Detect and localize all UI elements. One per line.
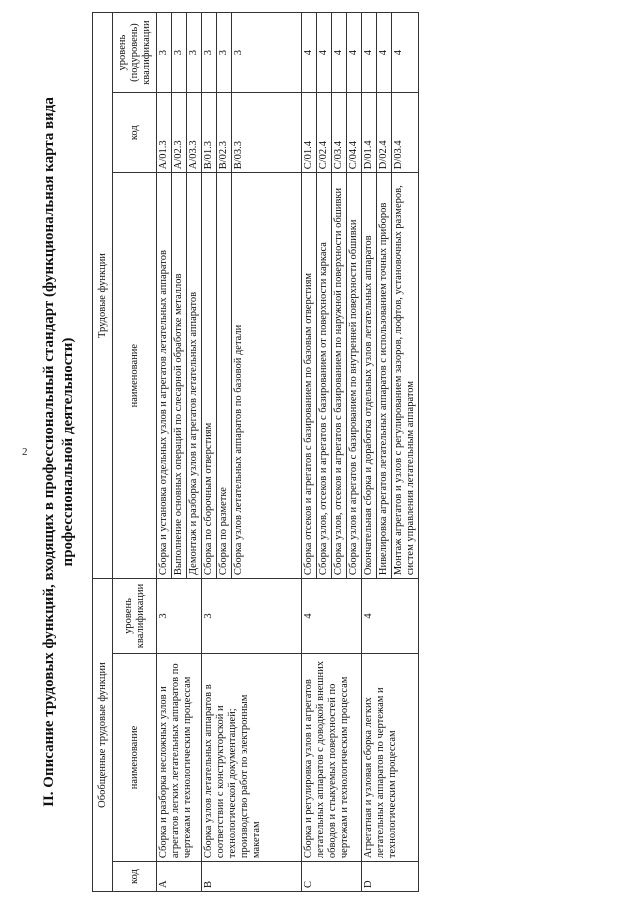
f-name: Сборка по сборочным отверстиям [202,173,217,579]
f-name: Сборка и установка отдельных узлов и агрегатов летательных аппаратов [157,173,172,579]
header-name: наименование [113,653,157,861]
g-name: Сборка и регулировка узлов и агрегатов летательных аппаратов с доводкой внешних обводов и стыкуемых поверхностей по чертежам и технологическим процессам [302,653,362,861]
header-level: уровень квалификации [113,579,157,654]
g-name: Агрегатная и узловая сборка легких летательных аппаратов по чертежам и технологическим процессам [362,653,419,861]
f-level: 3 [157,13,172,93]
title-line-1: II. Описание трудовых функций, входящих в профессиональный стандарт (функциональная карта вида [41,97,57,807]
f-code: B/03.3 [232,93,302,173]
f-name: Сборка узлов и агрегатов с базированием по внутренней поверхности обшивки [347,173,362,579]
f-level: 3 [202,13,217,93]
f-level: 4 [347,13,362,93]
f-name: Сборка отсеков и агрегатов с базированием по базовым отверстиям [302,173,317,579]
g-code: B [202,862,302,892]
f-level: 4 [317,13,332,93]
header-sublevel: уровень (подуровень) квалификации [113,13,157,93]
functional-map-table [92,12,419,892]
f-name: Сборка по разметке [217,173,232,579]
f-code: D/01.4 [362,93,377,173]
title-line-2: профессиональной деятельности) [60,337,76,567]
f-code: B/02.3 [217,93,232,173]
f-code: A/02.3 [172,93,187,173]
f-name: Сборка узлов летательных аппаратов по базовой детали [232,173,302,579]
page-number: 2 [22,446,28,458]
f-name: Нивелировка агрегатов летательных аппаратов с использованием точных приборов [377,173,392,579]
f-code: C/02.4 [317,93,332,173]
header-labor: Трудовые функции [93,13,113,579]
g-code: C [302,862,362,892]
f-name: Сборка узлов, отсеков и агрегатов с базированием от поверхности каркаса [317,173,332,579]
g-level: 4 [362,579,419,654]
f-level: 3 [232,13,302,93]
table-row [362,13,377,892]
g-name: Сборка узлов летательных аппаратов в соответствии с конструкторской и технологической документацией; производство работ по электронным макетам [202,653,302,861]
header-generalized: Обобщенные трудовые функции [93,579,113,892]
f-level: 4 [332,13,347,93]
f-name: Демонтаж и разборка узлов и агрегатов летательных аппаратов [187,173,202,579]
header-labor-name: наименование [113,173,157,579]
f-level: 3 [172,13,187,93]
header-labor-code: код [113,93,157,173]
f-code: D/03.4 [392,93,419,173]
g-name: Сборка и разборка несложных узлов и агрегатов легких летательных аппаратов по чертежам и технологическим процессам [157,653,202,861]
g-level: 3 [202,579,302,654]
f-level: 4 [362,13,377,93]
g-level: 4 [302,579,362,654]
rotated-sheet [32,12,640,892]
f-level: 4 [302,13,317,93]
f-level: 3 [217,13,232,93]
g-code: D [362,862,419,892]
table-row [202,13,217,892]
f-code: C/01.4 [302,93,317,173]
f-code: C/04.4 [347,93,362,173]
f-code: A/03.3 [187,93,202,173]
f-name: Сборка узлов, отсеков и агрегатов с базированием по наружной поверхности обшивки [332,173,347,579]
f-code: A/01.3 [157,93,172,173]
f-name: Монтаж агрегатов и узлов с регулированием зазоров, люфтов, установочных размеров, систем управления летательным аппаратом [392,173,419,579]
f-code: B/01.3 [202,93,217,173]
f-name: Выполнение основных операций по слесарной обработке металлов [172,173,187,579]
f-level: 4 [377,13,392,93]
f-name: Окончательная сборка и доработка отдельных узлов летательных аппаратов [362,173,377,579]
table-row [302,13,317,892]
table-row [157,13,172,892]
f-level: 4 [392,13,419,93]
header-code: код [113,862,157,892]
table-body [157,13,419,892]
f-level: 3 [187,13,202,93]
section-title [40,12,78,892]
g-code: A [157,862,202,892]
f-code: D/02.4 [377,93,392,173]
f-code: C/03.4 [332,93,347,173]
g-level: 3 [157,579,202,654]
